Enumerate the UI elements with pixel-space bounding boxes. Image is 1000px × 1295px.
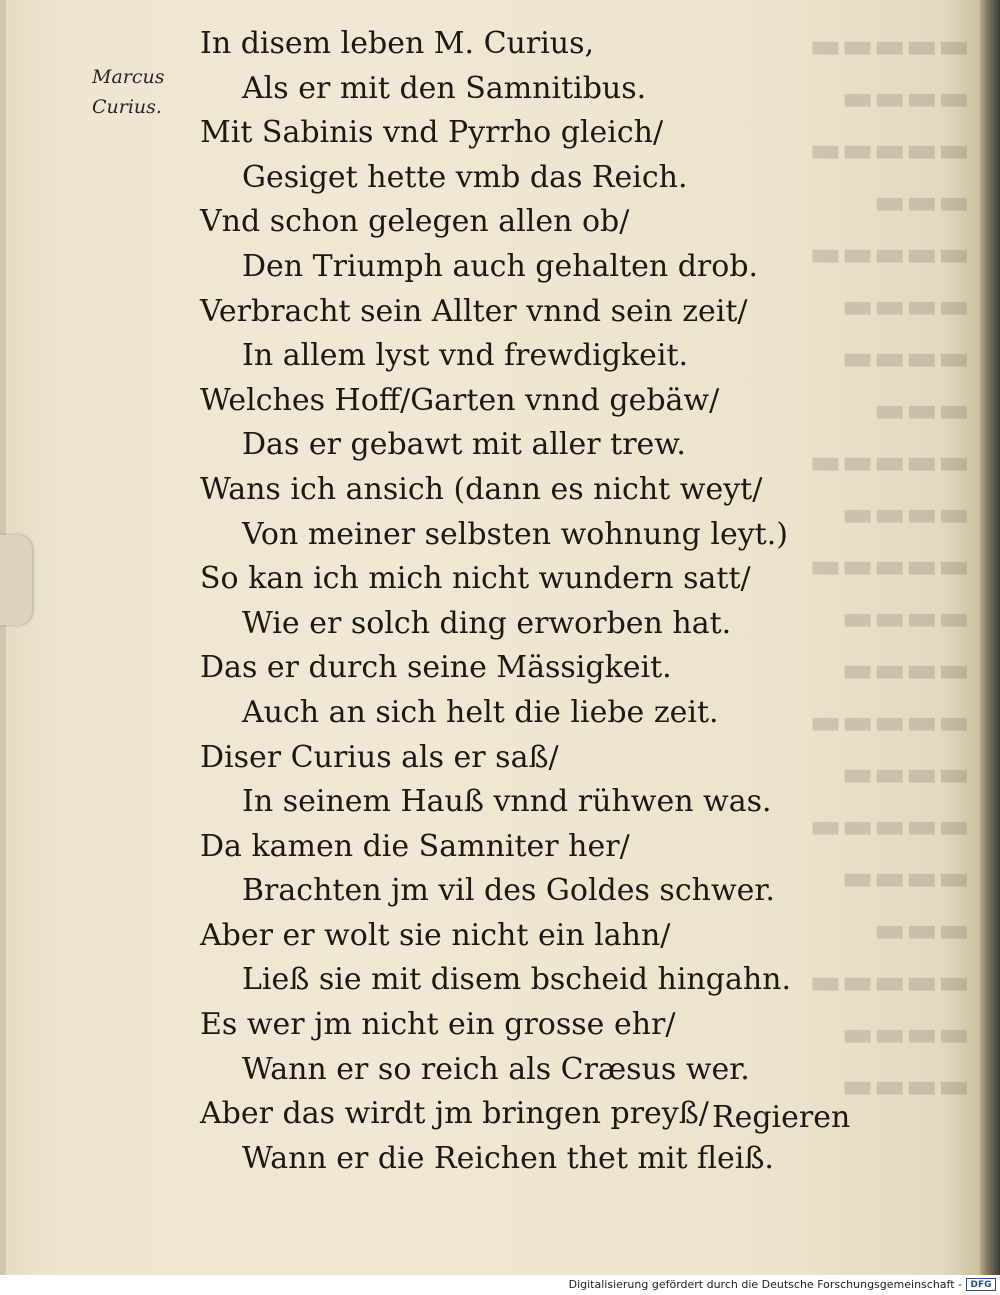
catchword: Regieren: [712, 1100, 851, 1135]
verse-line: Wie er solch ding erworben hat.: [242, 605, 732, 641]
book-spine-edge: [980, 0, 1000, 1275]
verse-line: Auch an sich helt die liebe zeit.: [242, 694, 719, 730]
verse-line: Es wer jm nicht ein grosse ehr/: [200, 1007, 676, 1043]
verse-line: Verbracht sein Allter vnnd sein zeit/: [200, 293, 748, 329]
verse-line: In allem lyst vnd frewdigkeit.: [242, 338, 689, 374]
verse-line: Mit Sabinis vnd Pyrrho gleich/: [200, 115, 664, 151]
verse-line: Diser Curius als er saß/: [200, 739, 559, 775]
verse-line: Gesiget hette vmb das Reich.: [242, 159, 688, 195]
verse-line: Das er durch seine Mässigkeit.: [200, 650, 672, 686]
marginal-note-line: Curius.: [92, 96, 162, 118]
verse-line: Den Triumph auch gehalten drob.: [242, 248, 759, 284]
verse-line: Von meiner selbsten wohnung leyt.): [242, 516, 788, 552]
verse-line: Ließ sie mit disem bscheid hingahn.: [242, 962, 792, 998]
verse-line: Aber das wirdt jm bringen preyß/: [200, 1096, 709, 1132]
verse-line: Welches Hoff/Garten vnnd gebäw/: [200, 382, 720, 418]
verse-line: Wans ich ansich (dann es nicht weyt/: [200, 471, 763, 507]
verse-line: Brachten jm vil des Goldes schwer.: [242, 873, 775, 909]
page-tab-marker: [0, 535, 32, 625]
verse-line: In disem leben M. Curius,: [200, 26, 595, 61]
digitization-footer: [0, 1275, 1000, 1295]
marginal-note: [92, 62, 165, 122]
verse-line: Wann er so reich als Cræsus wer.: [242, 1051, 750, 1087]
verse-line: Vnd schon gelegen allen ob/: [200, 204, 630, 240]
verse-line: Wann er die Reichen thet mit fleiß.: [242, 1140, 774, 1176]
dfg-logo-icon[interactable]: DFG: [966, 1278, 996, 1291]
footer-credit: Digitalisierung gefördert durch die Deutsche Forschungsgemeinschaft -: [568, 1278, 962, 1291]
verse-line: In seinem Hauß vnnd rühwen was.: [242, 784, 772, 820]
verse-line: So kan ich mich nicht wundern satt/: [200, 561, 751, 597]
verse-block: [200, 22, 870, 1181]
marginal-note-line: Marcus: [92, 66, 165, 88]
verse-line: Da kamen die Samniter her/: [200, 828, 630, 864]
bleed-through-shadow: ▬▬▬▬▬ ▬▬▬▬ ▬▬▬▬▬ ▬▬▬ ▬▬▬▬▬ ▬▬▬▬ ▬▬▬▬ ▬▬▬ ▬▬▬▬▬ ▬▬▬▬ ▬▬▬▬▬ ▬▬▬▬ ▬▬▬▬ ▬▬▬▬▬ ▬▬▬▬ ▬▬▬▬▬ ▬▬▬▬ ▬▬▬ ▬▬▬▬▬ ▬▬▬▬ ▬▬▬▬: [809, 26, 970, 1106]
verse-line: Aber er wolt sie nicht ein lahn/: [200, 917, 671, 953]
verse-line: Das er gebawt mit aller trew.: [242, 427, 686, 463]
verse-line: Als er mit den Samnitibus.: [242, 70, 647, 106]
